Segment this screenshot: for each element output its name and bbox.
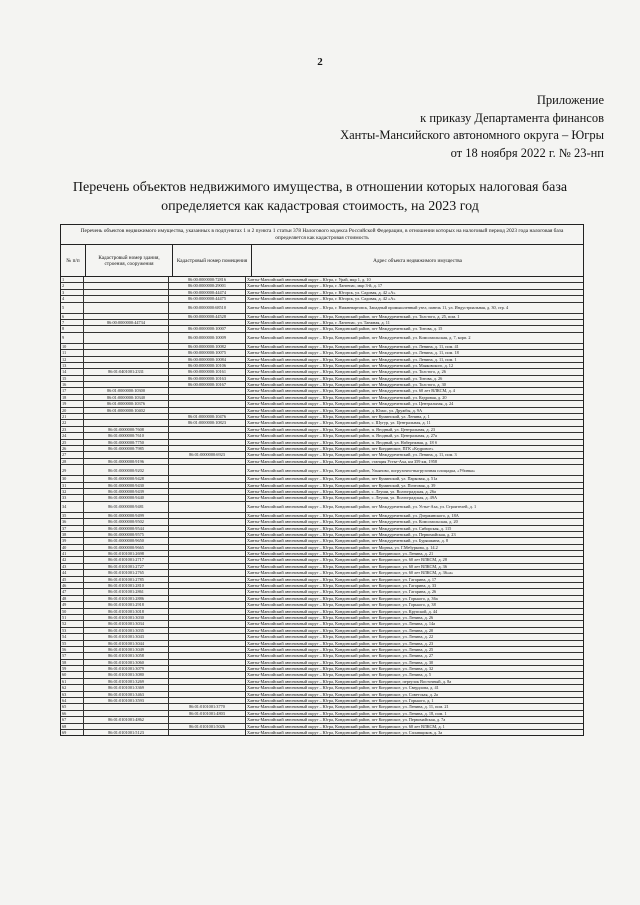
premises-cadastral-cell [169,647,246,652]
premises-cadastral-cell: 86:00:0000000:44475 [169,296,246,301]
building-cadastral-cell: 86:01:0101001:2918 [84,602,169,607]
premises-cadastral-cell: 86:01:0000000:6923 [169,452,246,457]
premises-cadastral-cell [169,395,246,400]
row-number-cell: 12 [61,357,84,362]
row-number-cell: 7 [61,320,84,325]
row-number-cell: 36 [61,519,84,524]
appendix-line: Приложение [536,93,604,107]
building-cadastral-cell: 86:01:0101001:2727 [84,564,169,569]
address-cell: Ханты-Мансийский автономный округ – Югра, Кондинский район, станция Устье-Аха, км 359 км, 1958 [247,458,438,464]
row-number-cell: 66 [61,711,84,716]
premises-cadastral-cell [169,583,246,588]
row-number-cell: 29 [61,465,84,475]
row-number-cell: 47 [61,589,84,594]
building-cadastral-cell: 86:01:0401001:2331 [84,369,169,374]
premises-cadastral-cell [169,672,246,677]
address-cell: Ханты-Мансийский автономный округ – Югра, Кондинский район, п. Ягодный, ул. Центральная, д. 23 [247,426,436,432]
premises-cadastral-cell [169,388,246,393]
row-number-cell: 4 [61,296,84,301]
table-row [61,502,583,513]
building-cadastral-cell: 86:01:0101001:3018 [84,609,169,614]
building-cadastral-cell: 86:01:0101001:3269 [84,679,169,684]
premises-cadastral-cell [169,532,246,537]
row-number-cell: 40 [61,545,84,550]
row-number-cell: 62 [61,685,84,690]
premises-cadastral-cell: 86:00:0000000:10084 [169,357,246,362]
row-number-cell: 9 [61,333,84,343]
page-number: 2 [317,56,323,68]
row-number-cell: 8 [61,326,84,331]
address-cell: Ханты-Мансийский автономный округ – Югра, Кондинский район, пгт Междуреченский, ул. Дзержинского, д. 18А [247,512,459,518]
table-header [61,245,583,277]
row-number-cell: 1 [61,277,84,282]
address-cell: Ханты-Мансийский автономный округ – Югра, Кондинский район, пгт Междуреченский, ул. Центральная, д. 24 [247,401,454,407]
row-number-cell: 65 [61,704,84,709]
row-number-cell: 38 [61,532,84,537]
building-cadastral-cell: 86:01:0101001:3369 [84,685,169,690]
row-number-cell: 68 [61,724,84,729]
premises-cadastral-cell [169,495,246,500]
building-cadastral-cell: 86:01:0000000:9430 [84,483,169,488]
building-cadastral-cell [84,357,169,362]
premises-cadastral-cell [169,545,246,550]
building-cadastral-cell: 86:01:0000000:7985 [84,446,169,451]
building-cadastral-cell [84,326,169,331]
row-number-cell: 5 [61,303,84,313]
address-cell: Ханты-Мансийский автономный округ – Югра, Кондинский район, пгт Кондинское, ул. Советская, д. 2а [247,691,438,697]
building-cadastral-cell [84,344,169,349]
premises-cadastral-cell: 86:00:0000000:68510 [169,303,246,313]
premises-cadastral-cell [169,692,246,697]
building-cadastral-cell: 86:01:0101001:3034 [84,621,169,626]
address-cell: Ханты-Мансийский автономный округ – Югра, Кондинский район, пгт Кондинское, ул. Ленина, д. 5 [247,672,431,678]
premises-cadastral-cell [169,427,246,432]
building-cadastral-cell [84,363,169,368]
row-number-cell: 58 [61,660,84,665]
building-cadastral-cell: 86:01:0101001:3058 [84,653,169,658]
table-row [61,333,583,344]
building-cadastral-cell [84,414,169,419]
building-cadastral-cell: 86:01:0101001:2886 [84,596,169,601]
address-cell: Ханты-Мансийский автономный округ – Югра, Кондинский район, пгт Кондинское, ул. Ленина, д. 21 [247,551,434,557]
row-number-cell: 67 [61,717,84,722]
premises-cadastral-cell: 86:00:0000000:10007 [169,326,246,331]
row-number-cell: 15 [61,376,84,381]
premises-cadastral-cell [169,483,246,488]
building-cadastral-cell: 86:01:0000000:9202 [84,465,169,475]
row-number-cell: 51 [61,615,84,620]
premises-cadastral-cell [169,717,246,722]
row-number-cell: 6 [61,314,84,319]
building-cadastral-cell: 86:01:0000000:9196 [84,459,169,464]
premises-cadastral-cell [169,557,246,562]
building-cadastral-cell [84,277,169,282]
address-cell: Ханты-Мансийский автономный округ – Югра, Кондинский район, пгт Кондинское, ул. Ленина, д. 20 [247,627,434,633]
building-cadastral-cell: 86:01:0000000:7750 [84,440,169,445]
premises-cadastral-cell: 86:00:0000000:10161 [169,369,246,374]
row-number-cell: 31 [61,483,84,488]
building-cadastral-cell: 86:01:0000000:9481 [84,502,169,512]
premises-cadastral-cell: 86:00:0000000:10009 [169,333,246,343]
address-cell: Ханты-Мансийский автономный округ – Югра, Кондинский район, пгт Кондинское, ПГК «Кедровое» [247,445,434,451]
building-cadastral-cell: 86:01:0101001:3044 [84,641,169,646]
building-cadastral-cell: 86:01:0101001:4862 [84,717,169,722]
row-number-cell: 64 [61,698,84,703]
address-cell: Ханты-Мансийский автономный округ – Югра, Кондинский район, п. Ягодный, ул. Набережная, д. 18 б [247,439,437,445]
premises-cadastral-cell [169,666,246,671]
premises-cadastral-cell [169,653,246,658]
row-number-cell: 28 [61,459,84,464]
building-cadastral-cell: 86:01:0000000:7610 [84,433,169,438]
appendix-line: от 18 ноября 2022 г. № 23-нп [450,145,604,160]
document-title [40,178,600,216]
building-cadastral-cell: 86:01:0101001:3463 [84,692,169,697]
row-number-cell: 39 [61,538,84,543]
row-number-cell: 30 [61,476,84,481]
row-number-cell: 57 [61,653,84,658]
premises-cadastral-cell: 86:00:0000000:10075 [169,350,246,355]
building-cadastral-cell [84,283,169,288]
premises-cadastral-cell: 86:01:0000000:10823 [169,420,246,425]
premises-cadastral-cell [169,519,246,524]
building-cadastral-cell: 86:01:0101001:2698 [84,551,169,556]
row-number-cell: 52 [61,621,84,626]
row-number-cell: 19 [61,401,84,406]
building-cadastral-cell [84,452,169,457]
premises-cadastral-cell [169,685,246,690]
address-cell: Ханты-Мансийский автономный округ – Югра, Кондинский район, пгт Кондинское, ул. Горького, д. 38 [247,602,436,608]
address-cell: Ханты-Мансийский автономный округ – Югра, Кондинский район, пгт Кондинское, ул. Горького, д. 36а [247,595,438,601]
row-number-cell: 2 [61,283,84,288]
building-cadastral-cell: 86:01:0000000:9650 [84,538,169,543]
building-cadastral-cell [84,711,169,716]
address-cell: Ханты-Мансийский автономный округ – Югра, Кондинский район, пгт Кондинское, ул. 60 лет ВЛКСМ, д. 36 [247,563,447,569]
row-number-cell: 23 [61,427,84,432]
building-cadastral-cell: 86:01:0101001:3030 [84,615,169,620]
row-number-cell: 42 [61,557,84,562]
building-cadastral-cell: 86:00:0000000:44734 [84,320,169,325]
address-cell: Ханты-Мансийский автономный округ – Югра, г. Югорск, ул. Садовая, д. 42 «А» [247,289,396,295]
premises-cadastral-cell [169,679,246,684]
premises-cadastral-cell: 86:00:0000000:44528 [169,314,246,319]
premises-cadastral-cell [169,320,246,325]
address-cell: Ханты-Мансийский автономный округ – Югра, Кондинский район, пгт Кондинское, ул. Ленина, д. 23 [247,640,434,646]
premises-cadastral-cell: 86:00:0000000:10106 [169,363,246,368]
premises-cadastral-cell [169,401,246,406]
address-cell: Ханты-Мансийский автономный округ – Югра, Кондинский район, пгт Междуреченский, ул. Толстого, д. 26 [247,369,446,375]
premises-cadastral-cell [169,564,246,569]
address-cell: Ханты-Мансийский автономный округ – Югра, Кондинский район, пгт Кондинское, ул. Ленина, д. 25 [247,646,434,652]
premises-cadastral-cell: 86:00:0000000:10167 [169,382,246,387]
address-cell: Ханты-Мансийский автономный округ – Югра, Кондинский район, пгт Кондинское, ул. 60 лет ВЛКСМ, д. 1 [247,723,445,729]
building-cadastral-cell [84,704,169,709]
address-cell: Ханты-Мансийский автономный округ – Югра, Кондинский район, пгт Кондинское, ул. Ленина, д. 32 [247,666,434,672]
row-number-cell: 13 [61,363,84,368]
building-cadastral-cell: 86:01:0101001:2717 [84,557,169,562]
row-number-cell: 59 [61,666,84,671]
row-number-cell: 17 [61,388,84,393]
premises-cadastral-cell: 86:01:0000000:10476 [169,414,246,419]
address-cell: Ханты-Мансийский автономный округ – Югра, Кондинский район, с. Леуши, ул. Волгоградская, д. 49А [247,495,438,501]
address-cell: Ханты-Мансийский автономный округ – Югра, г. Нижневартовск, Западный промышленный узел, панель 11, ул. Индустриальная, д. 30, стр. 4 [247,305,509,311]
building-cadastral-cell [84,382,169,387]
address-cell: Ханты-Мансийский автономный округ – Югра, г. Лангепас, ул. Таежная, д. 11 [247,319,390,325]
address-cell: Ханты-Мансийский автономный округ – Югра, Кондинский район, пгт Междуреченский, ул. Сибирская, д. 115 [247,525,452,531]
address-cell: Ханты-Мансийский автономный округ – Югра, Кондинский район, Ульяново, погрузочно-выгрузочная площадка, «Убинка» [247,467,476,473]
address-cell: Ханты-Мансийский автономный округ – Югра, Кондинский район, пгт Междуреченский, ул. Комсомольская, д. 20 [247,519,458,525]
table-body [61,277,583,735]
header-address: Адрес объекта недвижимого имущества [373,257,462,264]
building-cadastral-cell: 86:01:0000000:10402 [84,408,169,413]
building-cadastral-cell: 86:01:0101001:2785 [84,577,169,582]
address-cell: Ханты-Мансийский автономный округ – Югра, г. Югорск, ул. Садовая, д. 42 «А» [247,296,396,302]
address-cell: Ханты-Мансийский автономный округ – Югра, Кондинский район, пгт Кондинское, ул. Ленина, д. 18, пом. 1 [247,710,447,716]
address-cell: Ханты-Мансийский автономный округ – Югра, Кондинский район, пгт Междуреченский, ул. Первомайская, д. 23 [247,531,456,537]
premises-cadastral-cell [169,433,246,438]
address-cell: Ханты-Мансийский автономный округ – Югра, Кондинский район, с. Шугур, ул. Центральная, д. 11 [247,420,431,426]
row-number-cell: 54 [61,634,84,639]
address-cell: Ханты-Мансийский автономный округ – Югра, Кондинский район, пгт Междуреченский, ул. Толстого, д. 25, пом. 1 [247,313,460,319]
address-cell: Ханты-Мансийский автономный округ – Югра, Кондинский район, пгт Кондинское, ул. Ленина, д. 27 [247,653,434,659]
building-cadastral-cell [84,303,169,313]
premises-cadastral-cell: 86:01:0101001:4803 [169,711,246,716]
building-cadastral-cell: 86:01:0101001:2810 [84,583,169,588]
row-number-cell: 24 [61,433,84,438]
premises-cadastral-cell [169,489,246,494]
premises-cadastral-cell [169,446,246,451]
row-number-cell: 11 [61,350,84,355]
building-cadastral-cell: 86:01:0101001:3043 [84,634,169,639]
premises-cadastral-cell: 86:00:0000000:10082 [169,344,246,349]
table-row [61,303,583,314]
row-number-cell: 26 [61,446,84,451]
premises-cadastral-cell [169,526,246,531]
row-number-cell: 35 [61,513,84,518]
premises-cadastral-cell: 86:00:0000000:72816 [169,277,246,282]
premises-cadastral-cell: 86:00:0000000:44474 [169,290,246,295]
building-cadastral-cell: 86:01:0000000:9575 [84,532,169,537]
building-cadastral-cell: 86:01:0000000:7608 [84,427,169,432]
address-cell: Ханты-Мансийский автономный округ – Югра, Кондинский район, пгт Кондинское, ул. 60 лет ВЛКСМ, д. 36«а» [247,570,454,576]
premises-cadastral-cell [169,551,246,556]
premises-cadastral-cell [169,615,246,620]
building-cadastral-cell [84,296,169,301]
row-number-cell: 34 [61,502,84,512]
header-building-cadastral: Кадастровый номер здания, строения, сооружения [86,245,173,276]
row-number-cell: 10 [61,344,84,349]
row-number-cell: 25 [61,440,84,445]
row-number-cell: 44 [61,570,84,575]
premises-cadastral-cell [169,621,246,626]
address-cell: Ханты-Мансийский автономный округ – Югра, Кондинский район, пгт Междуреченский, ул. Буряшкина, д. 8 [247,538,449,544]
row-number-cell: 53 [61,628,84,633]
building-cadastral-cell: 86:01:0101001:5123 [84,730,169,735]
building-cadastral-cell: 86:01:0000000:9665 [84,545,169,550]
address-cell: Ханты-Мансийский автономный округ – Югра, г. Урай, мкр 1, д. 10 [247,277,371,282]
building-cadastral-cell [84,314,169,319]
header-premises-cadastral: Кадастровый номер помещения [173,245,252,276]
premises-cadastral-cell [169,596,246,601]
row-number-cell: 45 [61,577,84,582]
building-cadastral-cell: 86:01:0000000:9502 [84,519,169,524]
building-cadastral-cell: 86:01:0000000:9544 [84,526,169,531]
premises-cadastral-cell: 86:01:0101001:5026 [169,724,246,729]
building-cadastral-cell [84,333,169,343]
row-number-cell: 27 [61,452,84,457]
building-cadastral-cell: 86:01:0101001:3049 [84,647,169,652]
address-cell: Ханты-Мансийский автономный округ – Югра, Кондинский район, пгт Междуреченский, ул. Ленина, д. 11, пом. 18 [247,350,459,356]
address-cell: Ханты-Мансийский автономный округ – Югра, Кондинский район, пгт Междуреченский, ул. Ленина, д. 11, пом. 3 [247,452,457,458]
row-number-cell: 63 [61,692,84,697]
premises-cadastral-cell: 86:00:0000000:29001 [169,283,246,288]
row-number-cell: 55 [61,641,84,646]
table-row [61,465,583,476]
address-cell: Ханты-Мансийский автономный округ – Югра, Кондинский район, с. Леуши, ул. Волгоградская, д. 26а [247,488,436,494]
row-number-cell: 56 [61,647,84,652]
building-cadastral-cell: 86:01:0101001:3035 [84,628,169,633]
address-cell: Ханты-Мансийский автономный округ – Югра, Кондинский район, пгт Кондинское, ул. Крупской, д. 44 [247,608,438,614]
address-cell: Ханты-Мансийский автономный округ – Югра, Кондинский район, пгт Кондинское, переулок Восточный, д. 8а [247,678,452,684]
premises-cadastral-cell: 86:00:0000000:10163 [169,376,246,381]
premises-cadastral-cell [169,609,246,614]
header-number: № п/п [61,245,86,276]
address-cell: Ханты-Мансийский автономный округ – Югра, Кондинский район, пгт Междуреченский, ул. Устье-Аха, ул. Строителей, д. 1 [247,504,477,510]
address-cell: Ханты-Мансийский автономный округ – Югра, Кондинский район, пгт Кондинское, ул. Гагарина, д. 26 [247,589,437,595]
row-number-cell: 60 [61,672,84,677]
address-cell: Ханты-Мансийский автономный округ – Югра, Кондинский район, пгт Кондинское, ул. Свердлова, д. 41 [247,685,439,691]
building-cadastral-cell: 86:01:0101001:2861 [84,589,169,594]
address-cell: Ханты-Мансийский автономный округ – Югра, Кондинский район, пгт Междуреченский, ул. Титова, д. 15 [247,326,443,332]
building-cadastral-cell: 86:01:0101001:3060 [84,660,169,665]
address-cell: Ханты-Мансийский автономный округ – Югра, Кондинский район, пгт Куминский, ул. Парковая, д. 51а [247,476,438,482]
row-number-cell: 69 [61,730,84,735]
address-cell: Ханты-Мансийский автономный округ – Югра, Кондинский район, пгт Кондинское, ул. Гагарина, д. 33 [247,583,437,589]
address-cell: Ханты-Мансийский автономный округ – Югра, Кондинский район, пгт Кондинское, ул. Ленина, д. 30 [247,659,434,665]
building-cadastral-cell: 86:01:0101001:3079 [84,666,169,671]
row-number-cell: 14 [61,369,84,374]
premises-cadastral-cell [169,408,246,413]
row-number-cell: 46 [61,583,84,588]
row-number-cell: 61 [61,679,84,684]
premises-cadastral-cell [169,641,246,646]
building-cadastral-cell: 86:01:0000000:9440 [84,495,169,500]
premises-cadastral-cell [169,538,246,543]
appendix-block [340,92,604,162]
document-title-line: Перечень объектов недвижимого имущества, в отношении которых налоговая база [72,180,568,195]
premises-cadastral-cell [169,628,246,633]
building-cadastral-cell: 86:01:0101001:3080 [84,672,169,677]
address-cell: Ханты-Мансийский автономный округ – Югра, Кондинский район, п. Ягодный, ул. Центральная, д. 27а [247,433,437,439]
premises-cadastral-cell [169,476,246,481]
premises-cadastral-cell [169,513,246,518]
address-cell: Ханты-Мансийский автономный округ – Югра, Кондинский район, пгт Междуреченский, ул. Титова, д. 26 [247,375,443,381]
premises-cadastral-cell [169,602,246,607]
table-caption: Перечень объектов недвижимого имущества, указанных в подпунктах 1 и 2 пункта 1 статьи 378 Налогового кодекса Российской Федерации, в отношении которых на налоговый период 2023 года налоговая база определяется как кадастровая стоимость [61,225,583,245]
building-cadastral-cell [84,420,169,425]
address-cell: Ханты-Мансийский автономный округ – Югра, Кондинский район, пгт Кондинское, ул. Сплавщиков, д. 3а [247,730,443,735]
row-number-cell: 22 [61,420,84,425]
premises-cadastral-cell [169,589,246,594]
row-number-cell: 16 [61,382,84,387]
building-cadastral-cell: 86:01:0000000:9499 [84,513,169,518]
address-cell: Ханты-Мансийский автономный округ – Югра, Кондинский район, пгт Кондинское, ул. Первомайская, д. 7а [247,717,446,723]
address-cell: Ханты-Мансийский автономный округ – Югра, Кондинский район, пгт Междуреченский, ул. Кедровая, д. 20 [247,394,447,400]
row-number-cell: 18 [61,395,84,400]
address-cell: Ханты-Мансийский автономный округ – Югра, Кондинский район, пгт Междуреченский, ул. Маяковского, д. 12 [247,362,454,368]
address-cell: Ханты-Мансийский автономный округ – Югра, Кондинский район, пгт Кондинское, ул. Ленина, д. 14а [247,621,436,627]
address-cell: Ханты-Мансийский автономный округ – Югра, Кондинский район, пгт Кондинское, ул. Гагарина, д. 17 [247,576,437,582]
building-cadastral-cell [84,724,169,729]
address-cell: Ханты-Мансийский автономный округ – Югра, Кондинский район, пгт Кондинское, ул. Ленина, д. 11, пом. 21 [247,704,449,710]
address-cell: Ханты-Мансийский автономный округ – Югра, Кондинский район, пгт Морткa, ул. Г.Мебуркова, д. 14.2 [247,544,438,550]
address-cell: Ханты-Мансийский автономный округ – Югра, Кондинский район, пгт Куминский, ул. Ленина, д. 1 [247,414,430,420]
address-cell: Ханты-Мансийский автономный округ – Югра, Кондинский район, пгт Междуреченский, ул. 60 лет ВЛКСМ, д. 4 [247,388,455,394]
row-number-cell: 3 [61,290,84,295]
row-number-cell: 41 [61,551,84,556]
building-cadastral-cell: 86:01:0101001:2765 [84,570,169,575]
address-cell: Ханты-Мансийский автономный округ – Югра, Кондинский район, пгт Кондинское, ул. Ленина, д. 22 [247,634,434,640]
building-cadastral-cell: 86:01:0000000:10340 [84,395,169,400]
premises-cadastral-cell [169,459,246,464]
row-number-cell: 20 [61,408,84,413]
building-cadastral-cell: 86:01:0000000:10300 [84,388,169,393]
building-cadastral-cell: 86:01:0000000:9428 [84,476,169,481]
row-number-cell: 33 [61,495,84,500]
property-table [60,224,584,736]
appendix-line: к приказу Департамента финансов [420,110,604,125]
document-title-line: определяется как кадастровая стоимость, на 2023 год [161,199,479,214]
address-cell: Ханты-Мансийский автономный округ – Югра, Кондинский район, пгт Кондинское, ул. Горького, д. 1 [247,698,434,704]
address-cell: Ханты-Мансийский автономный округ – Югра, Кондинский район, пгт Междуреченский, ул. Ленина, д. 11, пом. 1 [247,356,457,362]
table-row [61,730,583,735]
address-cell: Ханты-Мансийский автономный округ – Югра, Кондинский район, пгт Междуреченский, ул. Комсомольская, д. 7, корп. 2 [247,335,471,341]
building-cadastral-cell [84,290,169,295]
premises-cadastral-cell [169,730,246,735]
premises-cadastral-cell [169,698,246,703]
row-number-cell: 49 [61,602,84,607]
row-number-cell: 32 [61,489,84,494]
appendix-line: Ханты-Мансийского автономного округа – Югры [340,128,604,142]
building-cadastral-cell: 86:01:0101001:3593 [84,698,169,703]
building-cadastral-cell: 86:01:0000000:10376 [84,401,169,406]
building-cadastral-cell [84,350,169,355]
row-number-cell: 43 [61,564,84,569]
premises-cadastral-cell [169,660,246,665]
premises-cadastral-cell [169,465,246,475]
row-number-cell: 21 [61,414,84,419]
premises-cadastral-cell [169,440,246,445]
row-number-cell: 37 [61,526,84,531]
row-number-cell: 48 [61,596,84,601]
row-number-cell: 50 [61,609,84,614]
address-cell: Ханты-Мансийский автономный округ – Югра, Кондинский район, пгт Междуреченский, ул. Ленина, д. 11, пом. 41 [247,343,459,349]
address-cell: Ханты-Мансийский автономный округ – Югра, Кондинский район, пгт Междуреченский, ул. Толстого, д. 30 [247,382,446,388]
address-cell: Ханты-Мансийский автономный округ – Югра, Кондинский район, пгт Кондинское, ул. Ленина, д. 26 [247,614,434,620]
premises-cadastral-cell [169,502,246,512]
building-cadastral-cell [84,376,169,381]
premises-cadastral-cell [169,634,246,639]
premises-cadastral-cell [169,570,246,575]
address-cell: Ханты-Мансийский автономный округ – Югра, г. Лангепас, мкр 3-й, д. 17 [247,283,383,289]
premises-cadastral-cell: 86:01:0101001:3770 [169,704,246,709]
address-cell: Ханты-Мансийский автономный округ – Югра, Кондинский район, пгт Куминский, ул. Почтовая, д. 39 [247,482,436,488]
address-cell: Ханты-Мансийский автономный округ – Югра, Кондинский район, пгт Кондинское, ул. 60 лет ВЛКСМ, д. 28 [247,557,447,563]
building-cadastral-cell: 86:01:0000000:9439 [84,489,169,494]
premises-cadastral-cell [169,577,246,582]
address-cell: Ханты-Мансийский автономный округ – Югра, Кондинский район, д. Юмас, ул. Дружбы, д. 9А [247,407,423,413]
